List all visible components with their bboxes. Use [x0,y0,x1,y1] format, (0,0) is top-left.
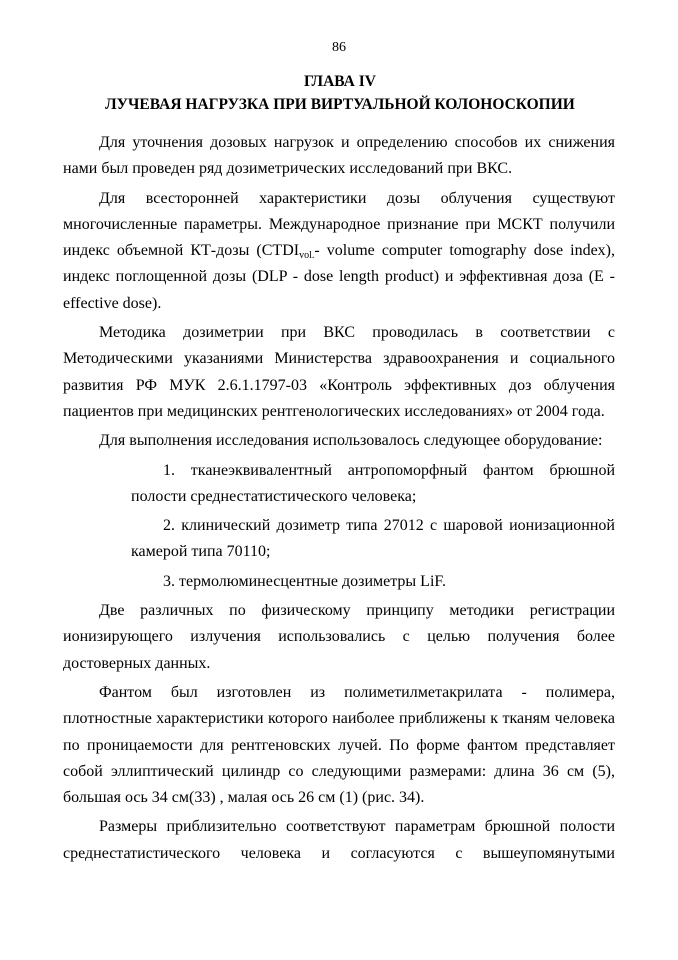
equipment-list-item-rest: камерой типа 70110; [131,543,271,561]
paragraph-phantom-description: Фантом был изготовлен из полиметилметакрилата - полимера, плотностные характеристики которого наиболее приближены к тканям человека по проницаемости для рентгеновских лучей. По форме фантом представляет собой эллиптический цилиндр со следующими размерами: длина 36 см (5), большая ось 34 см(33) , малая ось 26 см (1) (рис. 34). [63,683,615,807]
body-text [63,130,615,870]
paragraph-dose-parameters-part2: - volume computer tomography dose index), индекс поглощенной дозы (DLP - dose length product) и эффективная доза (E - effective dose). [63,242,615,312]
paragraph-equipment-intro: Для выполнения исследования использовалось следующее оборудование: [99,432,603,450]
chapter-title: ЛУЧЕВАЯ НАГРУЗКА ПРИ ВИРТУАЛЬНОЙ КОЛОНОСКОПИИ [105,96,575,113]
equipment-list-item [63,513,615,566]
ctdi-subscript: vol. [299,250,315,262]
paragraph-dose-parameters-part1: Для всесторонней характеристики дозы облучения существуют многочисленные параметры. Международное признание при МСКТ получили индекс объемной КТ-дозы (CTDI [63,189,615,260]
chapter-heading [60,70,620,116]
equipment-list-item-first-line: 2. клинический дозиметр типа 27012 с шаровой ионизационной [163,517,615,535]
paragraph-phantom-dimensions-text: Размеры приблизительно соответствуют параметрам брюшной полости среднестатистического человека и согласуются с вышеупомянутыми [63,818,615,862]
equipment-list-item [63,458,615,511]
paragraph-methodology: Методика дозиметрии при ВКС проводилась в соответствии с Методическими указаниями Министерства здравоохранения и социального развития РФ МУК 2.6.1.1797-03 «Контроль эффективных доз облучения пациентов при медицинских рентгенологических исследованиях» от 2004 года. [63,324,615,420]
paragraph-dose-study: Для уточнения дозовых нагрузок и определению способов их снижения нами был проведен ряд дозиметрических исследований при ВКС. [63,134,615,178]
equipment-list-item [63,569,615,595]
paragraph-phantom-dimensions [63,814,615,867]
chapter-label: ГЛАВА IV [304,73,376,90]
equipment-list-item-rest: полости среднестатистического человека; [131,487,417,505]
paragraph-dose-parameters [63,186,615,317]
page-number: 86 [332,40,346,55]
paragraph-registration-methods: Две различных по физическому принципу методики регистрации ионизирующего излучения использовались с целью получения более достоверных данных. [63,602,615,672]
equipment-list-item-first-line: 3. термолюминесцентные дозиметры LiF. [163,572,446,590]
equipment-list-item-first-line: 1. тканеэквивалентный антропоморфный фантом брюшной [163,461,615,479]
